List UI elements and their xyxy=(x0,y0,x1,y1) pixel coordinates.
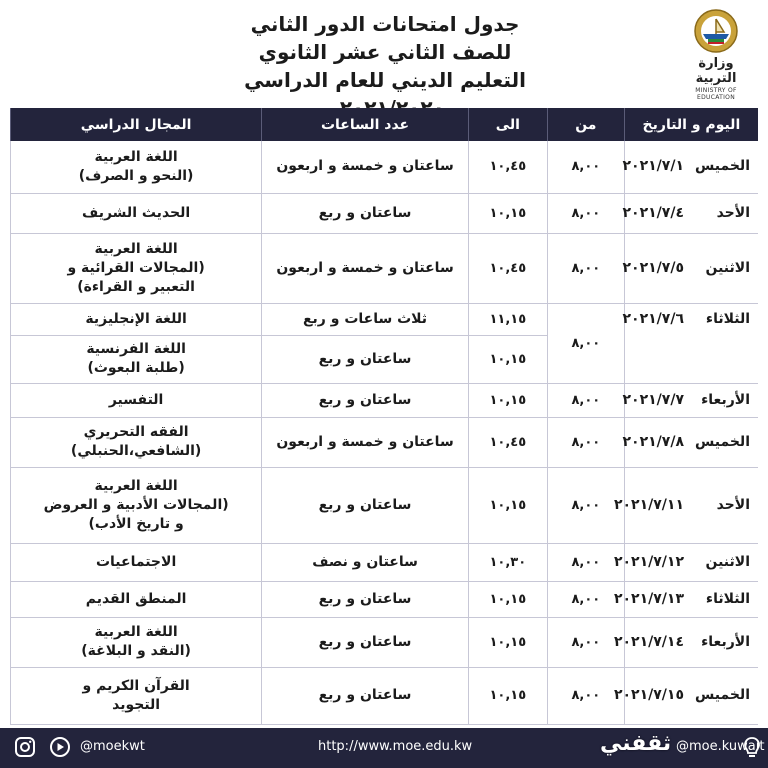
lightbulb-icon xyxy=(742,736,762,760)
subject-cell xyxy=(11,467,262,543)
hours-cell: ساعتان و ربع xyxy=(262,193,469,233)
day-date-cell xyxy=(613,543,758,581)
subject-cell xyxy=(11,617,262,667)
day-date-cell xyxy=(613,581,758,617)
from-time: ٨,٠٠ xyxy=(547,667,624,724)
hours-cell: ساعتان و ربع xyxy=(262,667,469,724)
exam-date: ٢٠٢١/٧/٦ xyxy=(622,310,684,327)
table-row xyxy=(11,467,759,543)
day-date-cell xyxy=(624,141,758,193)
day-name: الأربعاء xyxy=(701,633,750,650)
to-time: ١٠,١٥ xyxy=(468,467,547,543)
exam-date: ٢٠٢١/٧/١٣ xyxy=(613,590,684,607)
exam-date: ٢٠٢١/٧/٨ xyxy=(622,433,684,450)
exam-date: ٢٠٢١/٧/١٢ xyxy=(613,553,684,570)
subject-cell xyxy=(11,667,262,724)
to-time: ١٠,٤٥ xyxy=(468,141,547,193)
from-time: ٨,٠٠ xyxy=(547,141,624,193)
table-row xyxy=(11,667,759,724)
table-row xyxy=(11,543,759,581)
subject-cell xyxy=(11,335,262,383)
hours-cell: ساعتان و ربع xyxy=(262,467,469,543)
ministry-name-ar: وزارة التربية xyxy=(695,56,737,86)
to-time: ١٠,٤٥ xyxy=(468,233,547,303)
hours-cell: ساعتان و ربع xyxy=(262,581,469,617)
to-time: ١٠,١٥ xyxy=(468,581,547,617)
social-handle-right[interactable]: @moe.kuwait xyxy=(676,739,765,754)
day-name: الثلاثاء xyxy=(705,310,750,327)
day-date-cell xyxy=(624,233,758,303)
from-time: ٨,٠٠ xyxy=(547,617,624,667)
header-day-date: اليوم و التاريخ xyxy=(624,108,758,141)
hours-cell: ساعتان و ربع xyxy=(262,617,469,667)
website-url[interactable]: http://www.moe.edu.kw xyxy=(318,739,473,754)
social-handle-left[interactable]: @moekwt xyxy=(80,739,145,754)
exam-date: ٢٠٢١/٧/١ xyxy=(622,158,684,175)
from-time: ٨,٠٠ xyxy=(547,581,624,617)
subject-cell xyxy=(11,417,262,467)
day-name: الأحد xyxy=(716,496,750,513)
hours-cell: ساعتان و خمسة و اربعون xyxy=(262,417,469,467)
table-row xyxy=(11,233,759,303)
hours-cell: ساعتان و خمسة و اربعون xyxy=(262,141,469,193)
table-row xyxy=(11,141,759,193)
subject-line-3: و تاريخ الأدب) xyxy=(88,515,184,532)
subject-line-2: (النقد و البلاغة) xyxy=(81,643,191,659)
day-date-cell xyxy=(613,617,758,667)
day-name: الأربعاء xyxy=(701,391,750,408)
exam-date: ٢٠٢١/٧/٧ xyxy=(622,391,684,408)
subject-line-2: (النحو و الصرف) xyxy=(78,167,194,184)
day-name: الأحد xyxy=(716,204,750,221)
subject-line-3: التعبير و القراءة) xyxy=(77,278,195,295)
from-time: ٨,٠٠ xyxy=(547,303,624,383)
table-row xyxy=(11,193,759,233)
day-name: الخميس xyxy=(694,687,750,703)
youtube-icon[interactable] xyxy=(48,737,72,757)
day-name: الاثنين xyxy=(705,259,750,276)
subject-cell xyxy=(11,233,262,303)
day-date-cell xyxy=(613,467,758,543)
subject-line-1: الاجتماعيات xyxy=(95,553,177,570)
subject-cell xyxy=(11,141,262,193)
table-row xyxy=(11,417,759,467)
instagram-icon[interactable] xyxy=(14,736,36,758)
to-time: ١٠,٣٠ xyxy=(468,543,547,581)
exam-date: ٢٠٢١/٧/١٥ xyxy=(613,687,684,703)
day-date-cell xyxy=(624,303,758,383)
subject-line-1: القرآن الكريم و xyxy=(82,677,190,694)
from-time: ٨,٠٠ xyxy=(547,417,624,467)
subject-line-1: الحديث الشريف xyxy=(82,204,191,221)
hours-cell: ساعتان و نصف xyxy=(262,543,469,581)
from-time: ٨,٠٠ xyxy=(547,383,624,417)
from-time: ٨,٠٠ xyxy=(547,543,624,581)
brand-watermark: ثقفني xyxy=(600,731,672,756)
title-line-1: جدول امتحانات الدور الثاني xyxy=(250,12,520,36)
exam-date: ٢٠٢١/٧/١١ xyxy=(613,496,684,513)
to-time: ١٠,٤٥ xyxy=(468,417,547,467)
hours-cell: ساعتان و خمسة و اربعون xyxy=(262,233,469,303)
table-row xyxy=(11,383,759,417)
day-name: الاثنين xyxy=(705,553,750,570)
hours-cell: ساعتان و ربع xyxy=(262,383,469,417)
subject-line-2: (طلبة البعوث) xyxy=(87,360,185,376)
subject-line-1: الفقه التحريري xyxy=(83,424,189,440)
to-time: ١١,١٥ xyxy=(468,303,547,335)
day-date-cell xyxy=(613,667,758,724)
ministry-name-en: MINISTRY OF EDUCATION xyxy=(695,87,737,101)
day-date-cell xyxy=(624,417,758,467)
subject-line-1: اللغة العربية xyxy=(94,624,178,640)
from-time: ٨,٠٠ xyxy=(547,467,624,543)
ministry-logo xyxy=(676,8,756,100)
to-time: ١٠,١٥ xyxy=(468,667,547,724)
table-row xyxy=(11,617,759,667)
exam-date: ٢٠٢١/٧/٥ xyxy=(622,259,684,276)
header-subject: المجال الدراسي xyxy=(11,108,262,141)
page-header xyxy=(0,0,768,108)
header-hours: عدد الساعات xyxy=(262,108,469,141)
kuwait-seal-icon xyxy=(693,8,739,54)
to-time: ١٠,١٥ xyxy=(468,193,547,233)
subject-line-2: التجويد xyxy=(112,696,161,713)
subject-line-1: اللغة العربية xyxy=(94,477,178,494)
from-time: ٨,٠٠ xyxy=(547,233,624,303)
subject-cell xyxy=(11,383,262,417)
title-line-3: التعليم الديني للعام الدراسي xyxy=(244,68,526,92)
footer-bar xyxy=(0,728,768,768)
header-from: من xyxy=(547,108,624,141)
hours-cell: ثلاث ساعات و ربع xyxy=(262,303,469,335)
to-time: ١٠,١٥ xyxy=(468,335,547,383)
subject-cell xyxy=(11,581,262,617)
subject-cell xyxy=(11,303,262,335)
subject-line-2: (المجالات القرائية و xyxy=(67,259,205,276)
subject-line-2: (الشافعي،الحنبلي) xyxy=(70,443,202,459)
day-date-cell xyxy=(624,193,758,233)
day-date-cell xyxy=(624,383,758,417)
exam-date: ٢٠٢١/٧/١٤ xyxy=(613,633,684,650)
subject-line-1: اللغة الإنجليزية xyxy=(85,310,187,327)
day-name: الخميس xyxy=(694,158,750,175)
subject-cell xyxy=(11,193,262,233)
from-time: ٨,٠٠ xyxy=(547,193,624,233)
day-name: الثلاثاء xyxy=(705,590,750,607)
hours-cell: ساعتان و ربع xyxy=(262,335,469,383)
subject-cell xyxy=(11,543,262,581)
subject-line-1: اللغة الفرنسية xyxy=(86,341,186,357)
table-row xyxy=(11,303,759,335)
schedule-title xyxy=(200,10,570,122)
exam-date: ٢٠٢١/٧/٤ xyxy=(622,204,684,221)
subject-line-2: (المجالات الأدبية و العروض xyxy=(43,496,229,513)
to-time: ١٠,١٥ xyxy=(468,617,547,667)
subject-line-1: اللغة العربية xyxy=(94,148,178,165)
table-row xyxy=(11,581,759,617)
exam-schedule-table xyxy=(10,108,758,725)
subject-line-1: المنطق القديم xyxy=(85,590,187,607)
table-header-row xyxy=(11,108,759,141)
day-name: الخميس xyxy=(694,433,750,450)
to-time: ١٠,١٥ xyxy=(468,383,547,417)
title-line-2: للصف الثاني عشر الثانوي xyxy=(258,40,512,64)
header-to: الى xyxy=(468,108,547,141)
subject-line-1: اللغة العربية xyxy=(94,240,178,257)
subject-line-1: التفسير xyxy=(108,391,164,408)
